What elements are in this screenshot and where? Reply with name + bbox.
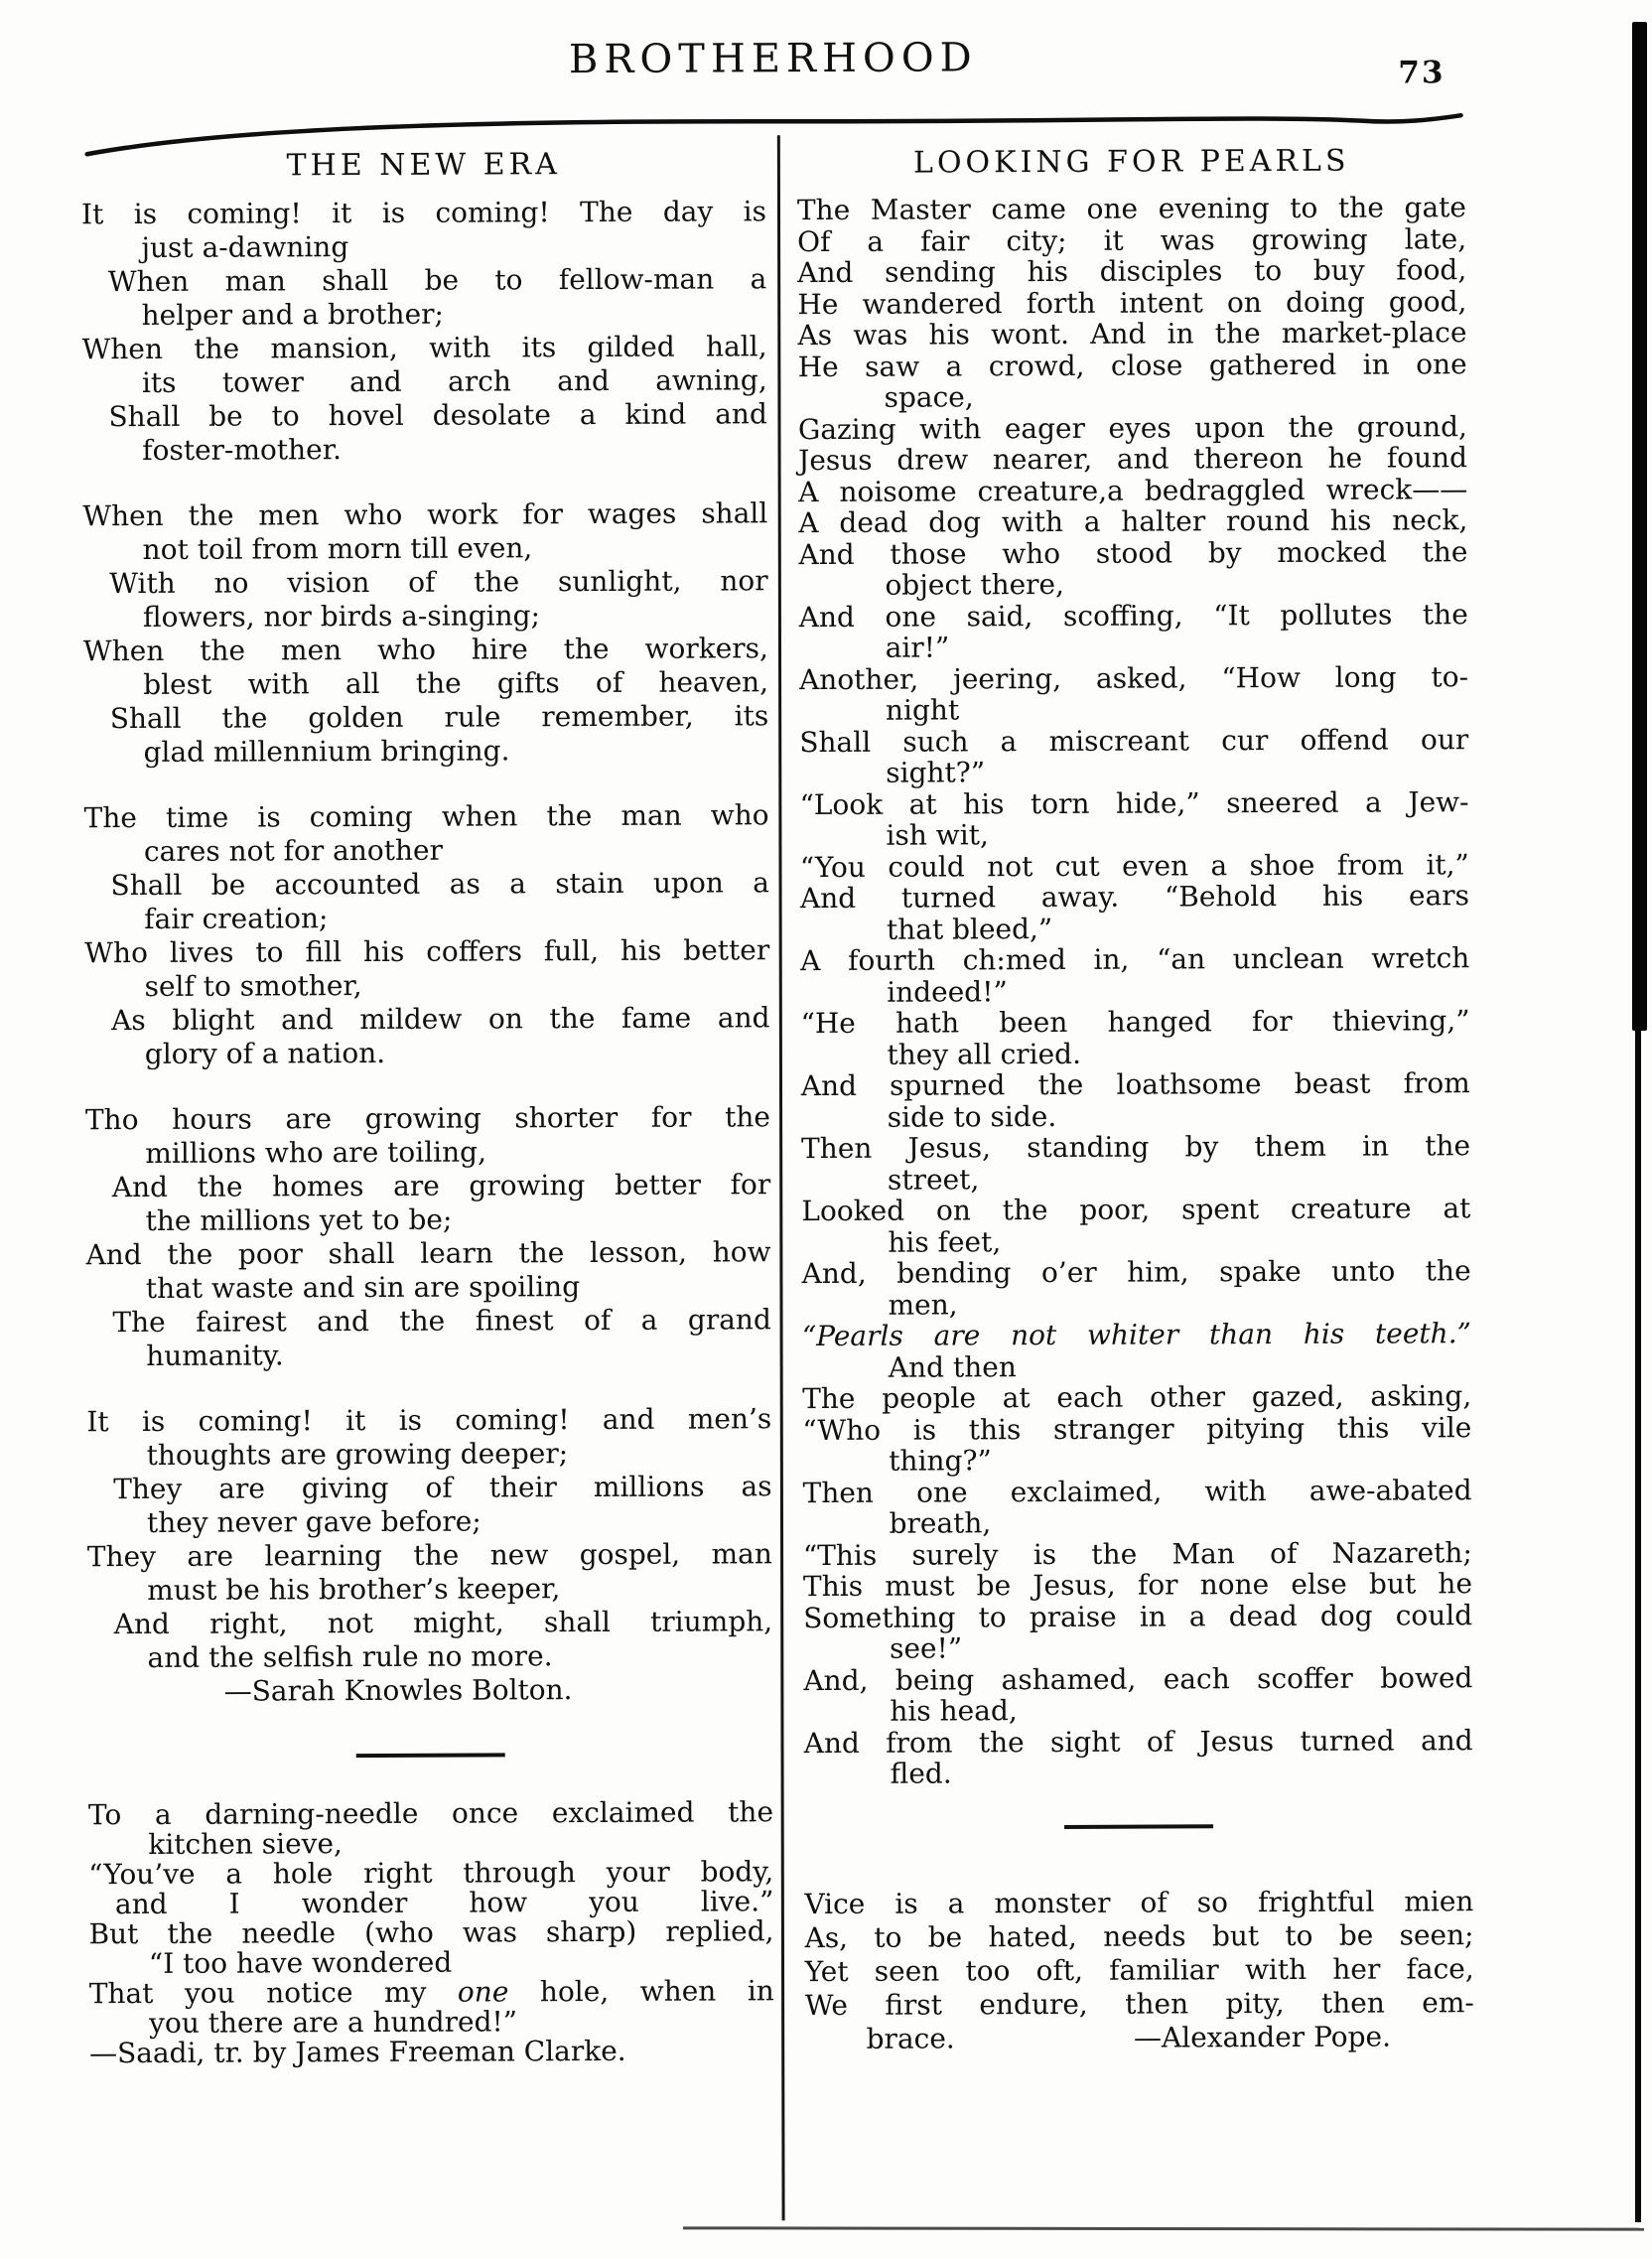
- poem-line: Shall be to hovel desolate a kind and: [108, 397, 767, 434]
- poem-line: And from the sight of Jesus turned and: [803, 1723, 1473, 1760]
- poem-line: side to side.: [887, 1099, 1057, 1134]
- poem-line: Then one exclaimed, with awe-abated: [802, 1473, 1472, 1509]
- poem-line: As blight and mildew on the fame and: [111, 1001, 770, 1038]
- poem-line: A dead dog with a halter round his neck,: [798, 503, 1468, 540]
- poem-line: not toil from morn till even,: [142, 531, 533, 566]
- poem-attribution: —Saadi, tr. by James Freeman Clarke.: [88, 2034, 626, 2070]
- poem-line: Jesus drew nearer, and thereon he found: [797, 441, 1468, 478]
- poem-stanza: [82, 496, 768, 770]
- poem-line: thoughts are growing deeper;: [146, 1437, 569, 1472]
- poem-line: Vice is a monster of so frightful mien: [804, 1884, 1474, 1920]
- poem-line: But the needle (who was sharp) replied,: [88, 1914, 774, 1951]
- poem-line: The time is coming when the man who: [83, 798, 769, 835]
- column-divider-rule: [777, 135, 785, 2220]
- poem-line: “I too have wondered: [148, 1945, 453, 1980]
- poem-line: that waste and sin are spoiling: [145, 1270, 581, 1305]
- poem-line: And one said, scoffing, “It pollutes the: [798, 597, 1468, 634]
- poem-line: Then Jesus, standing by them in the: [801, 1129, 1471, 1166]
- poem-line: And then: [888, 1349, 1017, 1384]
- poem-line: thing?”: [889, 1444, 992, 1478]
- poem-line: “You’ve a hole right through your body,: [88, 1855, 774, 1892]
- section-separator-rule: [1064, 1824, 1213, 1829]
- poem-looking-for-pearls: [797, 192, 1473, 1789]
- poem-line: breath,: [889, 1506, 992, 1540]
- poem-stanza: [81, 195, 767, 468]
- poem-line: And turned away. “Behold his ears: [799, 879, 1470, 916]
- poem-line: see!”: [890, 1631, 963, 1665]
- poem-line: As, to be hated, needs but to be seen;: [804, 1917, 1474, 1954]
- poem-line: humanity.: [146, 1339, 284, 1372]
- poem-line: street,: [887, 1162, 980, 1197]
- poem-line: just a-dawning: [141, 230, 349, 265]
- poem-line: With no vision of the sunlight, nor: [109, 564, 768, 601]
- poem-line: He wandered forth intent on doing good,: [797, 284, 1467, 321]
- poem-line: fair creation;: [144, 902, 329, 935]
- poem-vice: [804, 1885, 1474, 2023]
- poem-title-the-new-era: THE NEW ERA: [286, 147, 561, 184]
- poem-line: brace.: [866, 2021, 955, 2055]
- poem-stanza: [86, 1402, 772, 1675]
- poem-attribution: —Sarah Knowles Bolton.: [223, 1673, 573, 1708]
- poem-line: the millions yet to be;: [145, 1202, 453, 1237]
- poem-line: fled.: [890, 1757, 952, 1790]
- poem-line: sight?”: [886, 756, 986, 789]
- poem-line: When the mansion, with its gilded hall,: [81, 330, 767, 366]
- poem-line: Looked on the poor, spent creature at: [801, 1192, 1471, 1228]
- poem-line: millions who are toiling,: [145, 1135, 487, 1170]
- poem-line: you there are a hundred!”: [149, 2005, 518, 2040]
- poem-line: And the homes are growing better for: [111, 1168, 771, 1204]
- poem-last-line: [805, 2020, 1474, 2056]
- poem-line: flowers, nor birds a-singing;: [142, 599, 541, 634]
- poem-line: Something to praise in a dead dog could: [803, 1598, 1473, 1634]
- poem-line: “You could not cut even a shoe from it,”: [799, 847, 1469, 884]
- poem-line: It is coming! it is coming! The day is: [80, 195, 767, 231]
- poem-line: That you notice my one hole, when in: [88, 1974, 774, 2011]
- poem-line: Shall the golden rule remember, its: [109, 699, 769, 736]
- poem-line: He saw a crowd, close gathered in one: [797, 347, 1467, 383]
- poem-line: cares not for another: [143, 833, 444, 868]
- poem-line: they all cried.: [887, 1037, 1082, 1071]
- poem-line: As was his wont. And in the market-place: [797, 316, 1467, 353]
- poem-line: And sending his disciples to buy food,: [797, 253, 1467, 290]
- poem-stanza: [85, 1100, 771, 1373]
- poem-line: must be his brother’s keeper,: [147, 1572, 561, 1607]
- poem-attribution: —Alexander Pope.: [1133, 2020, 1392, 2054]
- poem-line: night: [885, 693, 960, 727]
- poem-line: indeed!”: [887, 974, 1008, 1009]
- poem-line: foster-mother.: [142, 433, 343, 468]
- poem-line: Who lives to fill his coffers full, his better: [84, 933, 770, 970]
- poem-line: “Pearls are not whiter than his teeth.”: [801, 1317, 1471, 1353]
- poem-line: kitchen sieve,: [148, 1827, 343, 1861]
- poem-line: Another, jeering, asked, “How long to-: [798, 659, 1469, 696]
- poem-line: and I wonder how you live.”: [114, 1885, 774, 1921]
- poem-line: Of a fair city; it was growing late,: [797, 221, 1467, 258]
- poem-line: that bleed,”: [886, 912, 1053, 946]
- poem-line: “Who is this stranger pitying this vile: [802, 1410, 1472, 1447]
- poem-line: his head,: [890, 1694, 1018, 1728]
- poem-line: When man shall be to fellow-man a: [107, 262, 767, 299]
- poem-line: Shall be accounted as a stain upon a: [110, 866, 769, 903]
- poem-line: When the men who work for wages shall: [82, 496, 768, 533]
- poem-line: To a darning-needle once exclaimed the: [87, 1795, 774, 1832]
- poem-line: space,: [884, 380, 974, 414]
- scan-artifact-bar: [1632, 22, 1647, 1031]
- page-number: 73: [1398, 55, 1446, 91]
- scan-artifact-line: [1635, 1027, 1641, 2222]
- left-column: [81, 149, 774, 2068]
- poem-line: And the poor shall learn the lesson, how: [85, 1235, 771, 1272]
- poem-darning-needle: [88, 1797, 774, 2039]
- poem-line: self to smother,: [144, 969, 362, 1003]
- poem-title-looking-for-pearls: LOOKING FOR PEARLS: [912, 143, 1350, 181]
- poem-line: men,: [888, 1287, 958, 1322]
- poem-line: This must be Jesus, for none else but he: [802, 1567, 1473, 1604]
- poem-line: they never gave before;: [146, 1504, 482, 1539]
- poem-line: And spurned the loathsome beast from: [800, 1066, 1470, 1103]
- poem-line: air!”: [885, 631, 950, 664]
- poem-line: glory of a nation.: [144, 1036, 386, 1070]
- poem-line: and the selfish rule no more.: [147, 1639, 553, 1674]
- poem-line: They are learning the new gospel, man: [86, 1537, 772, 1574]
- poem-line: We first endure, then pity, then em-: [804, 1985, 1474, 2022]
- poem-line: glad millennium bringing.: [143, 734, 510, 769]
- poem-line: blest with all the gifts of heaven,: [143, 665, 769, 701]
- poem-line: “He hath been hanged for thieving,”: [800, 1004, 1470, 1041]
- poem-line: his feet,: [888, 1224, 1002, 1259]
- poem-line: The people at each other gazed, asking,: [802, 1379, 1472, 1416]
- poem-line: “This surely is the Man of Nazareth;: [802, 1535, 1472, 1572]
- page-title: BROTHERHOOD: [568, 35, 978, 83]
- poem-line: ish wit,: [886, 818, 989, 852]
- poem-line: And right, not might, shall triumph,: [113, 1605, 773, 1641]
- poem-line: its tower and arch and awning,: [141, 363, 767, 400]
- poem-line: A noisome creature,a bedraggled wreck——: [798, 472, 1468, 508]
- poem-line: The fairest and the finest of a grand: [112, 1303, 771, 1340]
- poem-line: They are giving of their millions as: [113, 1470, 772, 1506]
- poem-line: And those who stood by mocked the: [798, 534, 1468, 571]
- poem-line: Yet seen too oft, familiar with her face,: [804, 1951, 1474, 1988]
- right-column: [796, 143, 1474, 2055]
- page-header: [80, 33, 1465, 84]
- poem-line: And, being ashamed, each scoffer bowed: [803, 1660, 1473, 1697]
- poem-line: Tho hours are growing shorter for the: [84, 1100, 771, 1137]
- poem-line: And, bending o’er him, spake unto the: [801, 1254, 1471, 1291]
- poem-line: A fourth ch:med in, “an unclean wretch: [800, 941, 1470, 978]
- poem-line: It is coming! it is coming! and men’s: [86, 1402, 772, 1439]
- poem-line: Shall such a miscreant cur offend our: [799, 722, 1469, 759]
- poem-line: helper and a brother;: [141, 297, 444, 333]
- poem-line: The Master came one evening to the gate: [796, 191, 1467, 227]
- poem-line: “Look at his torn hide,” sneered a Jew-: [799, 784, 1469, 821]
- poem-the-new-era: [81, 195, 772, 1675]
- poem-stanza: [84, 798, 770, 1071]
- poem-line: object there,: [885, 567, 1065, 602]
- poem-line: Gazing with eager eyes upon the ground,: [797, 409, 1467, 446]
- poem-line: When the men who hire the workers,: [82, 632, 768, 668]
- section-separator-rule: [356, 1753, 505, 1758]
